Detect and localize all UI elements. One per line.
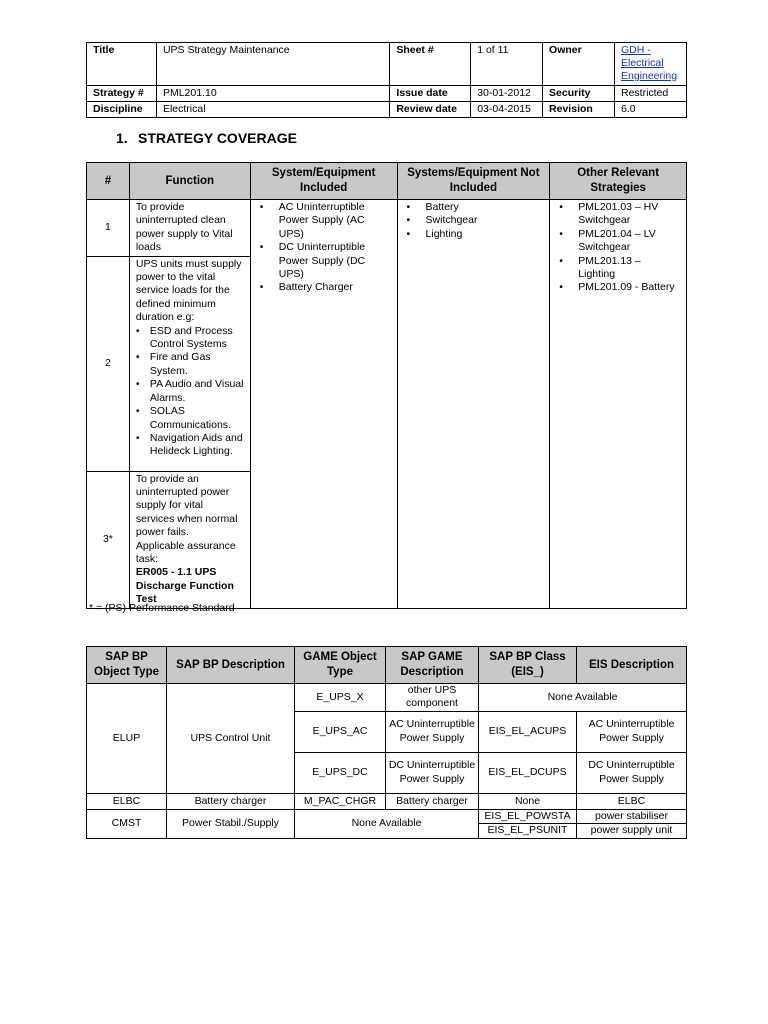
eis-description: ELBC [577,793,687,809]
section-number: 1. [116,130,128,146]
row-number: 2 [87,256,130,471]
list-item: • PML201.09 - Battery [578,281,680,294]
function-cell: To provide uninterrupted clean power supply to Vital loads [129,200,250,257]
owner-link[interactable]: GDH - Electrical Engineering [620,44,678,82]
assurance-task-label: Applicable assurance task: [135,539,236,566]
eis-description: power stabiliser [577,809,687,823]
game-object-type: E_UPS_DC [295,752,386,793]
strategy-coverage-table [86,162,687,609]
game-description: other UPS component [386,684,479,712]
section-title: STRATEGY COVERAGE [138,130,297,146]
list-item: • PML201.13 – Lighting [578,255,680,282]
owner-cell [614,43,686,86]
function-text: To provide an uninterrupted power supply for vital services when normal power fails. [135,472,238,539]
strategy-value: PML201.10 [156,86,389,102]
list-item: • PML201.04 – LV Switchgear [578,228,680,255]
col-header-bp-description: SAP BP Description [167,647,295,684]
none-available: None Available [479,684,687,712]
footnote: * = (PS) Performance Standard [89,602,235,614]
col-header-function: Function [129,163,250,200]
bp-class: EIS_EL_ACUPS [479,711,577,752]
sap-mapping-table [86,646,687,839]
section-heading [116,130,297,146]
assurance-task: ER005 - 1.1 UPS Discharge Function Test [135,566,234,606]
game-description: AC Uninterruptible Power Supply [386,711,479,752]
list-item: • Battery [426,201,544,214]
col-header-game-object-type: GAME Object Type [295,647,386,684]
issue-date-label: Issue date [390,86,471,102]
list-item: • SOLAS Communications. [150,405,244,432]
bp-class: EIS_EL_DCUPS [479,752,577,793]
bp-description: Battery charger [167,793,295,809]
discipline-label: Discipline [87,102,157,118]
sheet-value: 1 of 11 [471,43,543,86]
bp-description: UPS Control Unit [167,684,295,794]
col-header-not-included: Systems/Equipment Not Included [397,163,550,200]
col-header-other-strategies: Other Relevant Strategies [550,163,687,200]
game-object-type: E_UPS_X [295,684,386,712]
list-item: • Switchgear [426,214,544,227]
game-object-type: M_PAC_CHGR [295,793,386,809]
bp-object-type: CMST [87,809,167,838]
sheet-label: Sheet # [390,43,471,86]
security-value: Restricted [614,86,686,102]
security-label: Security [543,86,615,102]
title-label: Title [87,43,157,86]
discipline-value: Electrical [156,102,389,118]
list-item: • AC Uninterruptible Power Supply (AC UPS) [279,201,391,241]
eis-description: DC Uninterruptible Power Supply [577,752,687,793]
other-strategies-cell [550,200,687,609]
row-number: 3* [87,471,130,608]
col-header-bp-object-type: SAP BP Object Type [87,647,167,684]
bp-object-type: ELUP [87,684,167,794]
eis-description: power supply unit [577,824,687,838]
function-text: UPS units must supply power to the vital service loads for the defined minimum duration e.g: [135,257,242,324]
col-header-included: System/Equipment Included [250,163,397,200]
revision-label: Revision [543,102,615,118]
revision-value: 6.0 [614,102,686,118]
title-value: UPS Strategy Maintenance [156,43,389,86]
col-header-number: # [87,163,130,200]
issue-date-value: 30-01-2012 [471,86,543,102]
list-item: • PML201.03 – HV Switchgear [578,201,680,228]
col-header-bp-class: SAP BP Class (EIS_) [479,647,577,684]
none-available: None Available [295,809,479,838]
row-number: 1 [87,200,130,257]
bp-class: EIS_EL_POWSTA [479,809,577,823]
list-item: • ESD and Process Control Systems [150,325,244,352]
not-included-cell [397,200,550,609]
game-object-type: E_UPS_AC [295,711,386,752]
review-date-value: 03-04-2015 [471,102,543,118]
bp-object-type: ELBC [87,793,167,809]
game-description: Battery charger [386,793,479,809]
bp-description: Power Stabil./Supply [167,809,295,838]
bp-class: EIS_EL_PSUNIT [479,824,577,838]
col-header-eis-description: EIS Description [577,647,687,684]
function-cell [129,256,250,471]
bp-class: None [479,793,577,809]
owner-label: Owner [543,43,615,86]
document-header-table [86,42,687,118]
strategy-label: Strategy # [87,86,157,102]
list-item: • PA Audio and Visual Alarms. [150,378,244,405]
list-item: • Fire and Gas System. [150,351,244,378]
list-item: • Lighting [426,228,544,241]
list-item: • DC Uninterruptible Power Supply (DC UPS) [279,241,391,281]
review-date-label: Review date [390,102,471,118]
function-cell [129,471,250,608]
col-header-game-description: SAP GAME Description [386,647,479,684]
list-item: • Navigation Aids and Helideck Lighting. [150,432,244,459]
game-description: DC Uninterruptible Power Supply [386,752,479,793]
eis-description: AC Uninterruptible Power Supply [577,711,687,752]
included-cell [250,200,397,609]
list-item: • Battery Charger [279,281,391,294]
